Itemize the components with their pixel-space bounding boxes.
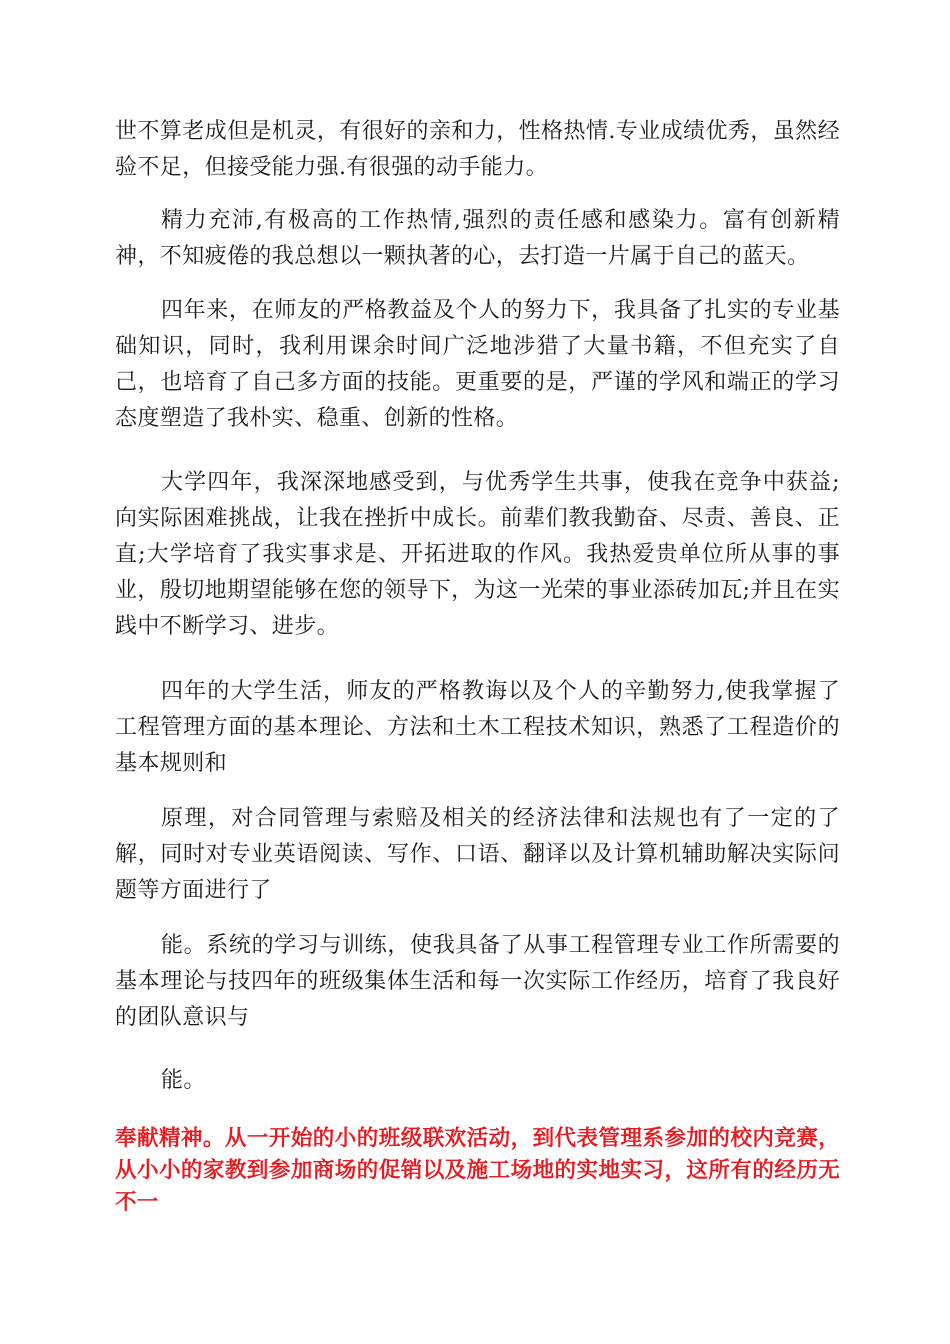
paragraph-5: 四年的大学生活，师友的严格教诲以及个人的辛勤努力,使我掌握了工程管理方面的基本理论、方法和土木工程技术知识，熟悉了工程造价的基本规则和 <box>115 679 840 776</box>
paragraph-7: 能。系统的学习与训练，使我具备了从事工程管理专业工作所需要的基本理论与技四年的班级集体生活和每一次实际工作经历，培育了我良好的团队意识与 <box>115 933 840 1030</box>
highlight-paragraph: 奉献精神。从一开始的小的班级联欢活动，到代表管理系参加的校内竞赛，从小小的家教到参加商场的促销以及施工场地的实地实习，这所有的经历无不一 <box>115 1126 840 1215</box>
paragraph-6: 原理，对合同管理与索赔及相关的经济法律和法规也有了一定的了解，同时对专业英语阅读、写作、口语、翻译以及计算机辅助解决实际问题等方面进行了 <box>115 806 840 903</box>
paragraph-3: 四年来，在师友的严格教益及个人的努力下，我具备了扎实的专业基础知识，同时，我利用课余时间广泛地涉猎了大量书籍，不但充实了自己，也培育了自己多方面的技能。更重要的是，严谨的学风和端正的学习态度塑造了我朴实、稳重、创新的性格。 <box>115 298 840 431</box>
paragraph-4: 大学四年，我深深地感受到，与优秀学生共事，使我在竞争中获益;向实际困难挑战，让我在挫折中成长。前辈们教我勤奋、尽责、善良、正直;大学培育了我实事求是、开拓进取的作风。我热爱贵单位所从事的事业，殷切地期望能够在您的领导下，为这一光荣的事业添砖加瓦;并且在实践中不断学习、进步。 <box>115 470 840 639</box>
paragraph-8: 能。 <box>161 1068 206 1093</box>
paragraph-2: 精力充沛,有极高的工作热情,强烈的责任感和感染力。富有创新精神，不知疲倦的我总想以一颗执著的心，去打造一片属于自己的蓝天。 <box>115 208 840 269</box>
paragraph-1: 世不算老成但是机灵，有很好的亲和力，性格热情.专业成绩优秀，虽然经验不足，但接受能力强.有很强的动手能力。 <box>115 119 840 180</box>
